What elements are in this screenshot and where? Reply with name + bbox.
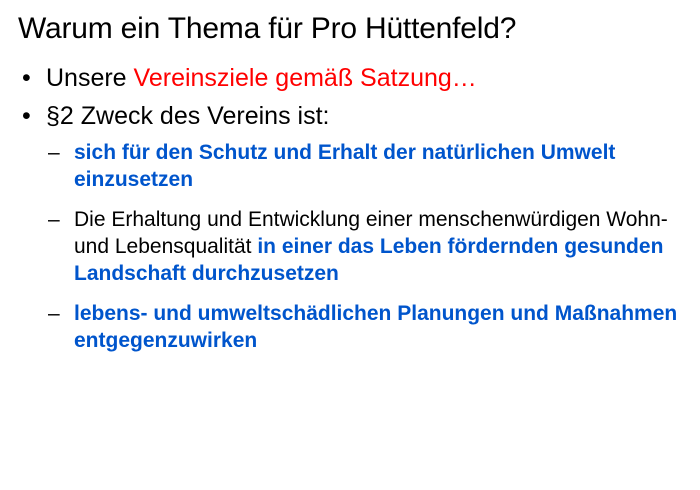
list-item — [14, 63, 690, 94]
bullet-icon: • — [22, 101, 31, 130]
list-item-text-highlight: lebens- und umweltschädlichen Planungen und Maßnahmen entgegenzuwirken — [74, 302, 678, 352]
dash-bullet-icon: – — [48, 302, 60, 326]
list-item-text-part: Unsere — [46, 64, 134, 92]
list-item-text-part: Die Erhaltung und Entwicklung einer menschenwürdigen Wohn- und Lebensqualität — [74, 208, 668, 258]
list-item-text-part: §2 Zweck des Vereins ist: — [46, 101, 330, 130]
list-item — [46, 207, 690, 287]
list-item-text-highlight: Vereinsziele gemäß Satzung… — [133, 64, 477, 92]
list-item — [14, 101, 690, 355]
bullet-icon: • — [22, 64, 31, 92]
page-title: Warum ein Thema für Pro Hüttenfeld? — [18, 12, 517, 45]
dash-bullet-icon: – — [48, 208, 60, 232]
sub-list — [46, 140, 690, 355]
dash-bullet-icon: – — [48, 141, 60, 164]
list-item-text-highlight: in einer das Leben fördernden gesunden Landschaft durchzusetzen — [74, 234, 664, 285]
list-item — [46, 301, 690, 354]
list-item-text-highlight: sich für den Schutz und Erhalt der natürlichen Umwelt einzusetzen — [74, 141, 616, 191]
slide-body-list — [0, 63, 700, 355]
list-item — [46, 140, 690, 193]
slide — [0, 12, 700, 490]
